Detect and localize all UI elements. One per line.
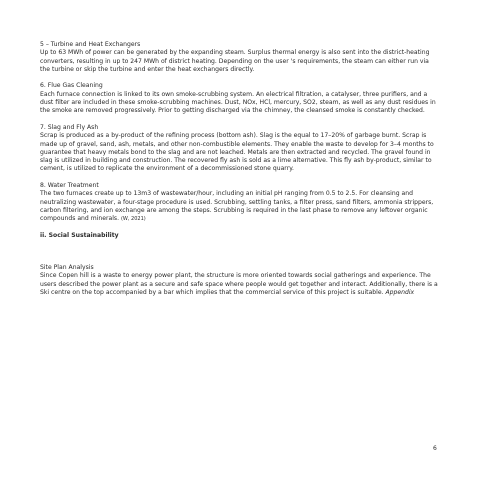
section-heading: 6. Flue Gas Cleaning [40, 82, 103, 90]
section-heading: 5 – Turbine and Heat Exchangers [40, 41, 141, 48]
section-flue-gas [40, 82, 438, 115]
page-number: 6 [433, 445, 437, 452]
section-water [40, 182, 438, 223]
section-turbine [40, 41, 438, 74]
section-body: Each furnace connection is linked to its own smoke-scrubbing system. An electrical filtration, a catalyser, three purifiers, and a dust filter are included in these smoke-scrubbing machines. Dust, NOx, HCl, mercury, SO2, steam, as well as any dust residues in the smoke are removed progressively. Prior to getting discharged via the chimney, the cleansed smoke is constantly checked. [40, 90, 436, 115]
section-heading: 7. Slag and Fly Ash [40, 123, 99, 131]
section-body: Up to 63 MWh of power can be generated by the expanding steam. Surplus thermal energy is also sent into the district-heating converters, resulting in up to 247 MWh of district heating. Depending on the user 's requirements, the steam can either run via the turbine or skip the turbine and enter the heat exchangers directly. [40, 49, 430, 73]
social-sustainability-heading: ii. Social Sustainability [40, 231, 119, 239]
section-heading: Site Plan Analysis [40, 264, 94, 272]
page-content [40, 41, 438, 306]
section-body: Since Copen hill is a waste to energy power plant, the structure is more oriented towards social gatherings and experience. The users described the power plant as a secure and safe space where people would get together and interact. Additionally, there is a Ski centre on the top accompanied by a bar which implies that the commercial service of this project is suitable. [40, 272, 438, 297]
section-heading: 8. Water Treatment [40, 182, 99, 190]
appendix-reference: Appendix [385, 289, 415, 297]
section-slag [40, 124, 438, 174]
citation: (W, 2021) [120, 216, 146, 223]
section-site-plan [40, 264, 438, 297]
section-body: The two furnaces create up to 13m3 of wastewater/hour, including an initial pH ranging from 0.5 to 2.5. For cleansing and neutralizing wastewater, a four-stage procedure is used. Scrubbing, settling tanks, a filter press, sand filters, ammonia strippers, carbon filtering, and ion exchange are among the steps. Scrubbing is required in the last phase to remove any leftover organic compounds and minerals. [40, 190, 434, 223]
section-body: Scrap is produced as a by-product of the refining process (bottom ash). Slag is the equal to 17–20% of garbage burnt. Scrap is made up of gravel, sand, ash, metals, and other non-combustible elements. They enable the waste to develop for 3–4 months to guarantee that heavy metals bond to the slag and are not leached. Metals are then extracted and recycled. The gravel found in slag is utilized in building and construction. The recovered fly ash is sold as a lime alternative. This fly ash by-product, similar to cement, is utilized to replicate the environment of a decommissioned stone quarry. [40, 132, 434, 173]
